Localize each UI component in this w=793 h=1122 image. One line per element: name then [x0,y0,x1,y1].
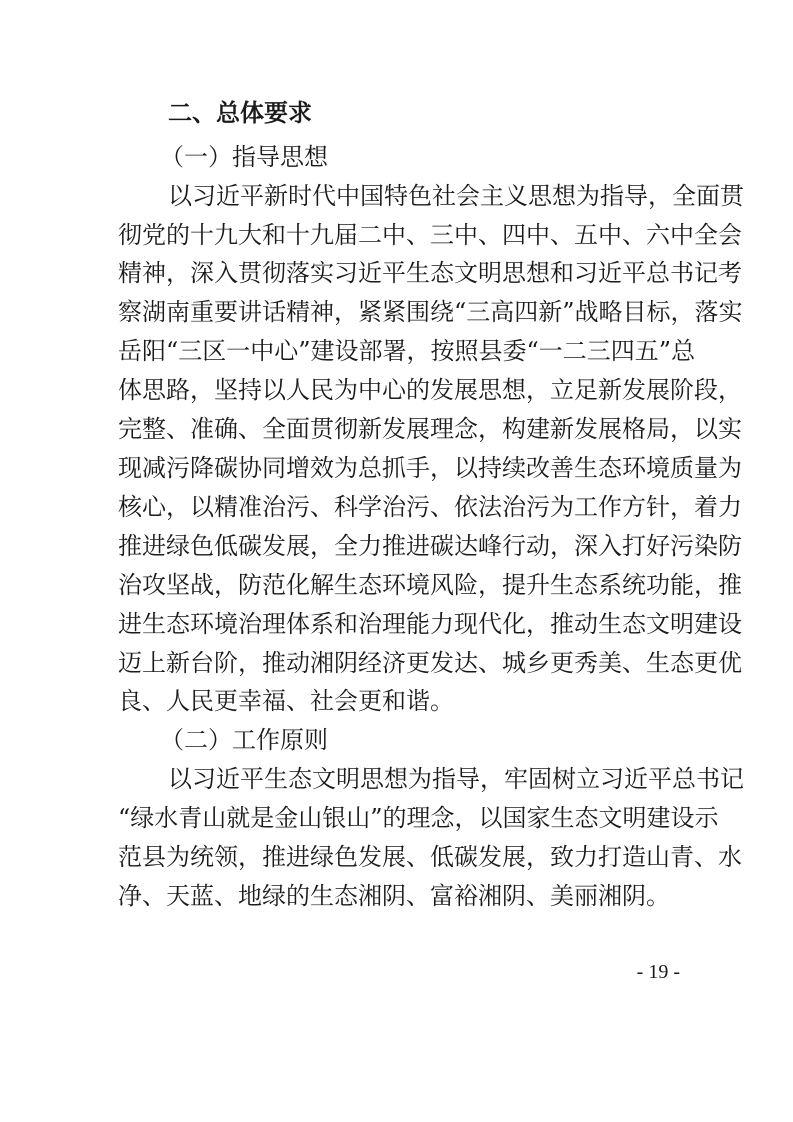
paragraph-1-line: 精神，深入贯彻落实习近平生态文明思想和习近平总书记考 [118,259,742,287]
paragraph-1-line: 以习近平新时代中国特色社会主义思想为指导，全面贯 [168,182,744,210]
page-number: - 19 - [636,961,680,983]
paragraph-1-line: 推进绿色低碳发展，全力推进碳达峰行动，深入打好污染防 [118,532,742,560]
paragraph-2-line: “绿水青山就是金山银山”的理念，以国家生态文明建设示 [118,804,719,832]
section-heading: 二、总体要求 [168,99,312,127]
paragraph-1-line: 核心，以精准治污、科学治污、依法治污为工作方针，着力 [118,493,742,521]
paragraph-2-line: 范县为统领，推进绿色发展、低碳发展，致力打造山青、水 [118,843,742,871]
paragraph-1-line: 体思路，坚持以人民为中心的发展思想，立足新发展阶段， [118,376,742,404]
paragraph-1-line: 迈上新台阶，推动湘阴经济更发达、城乡更秀美、生态更优 [118,649,742,677]
paragraph-1-line: 察湖南重要讲话精神，紧紧围绕“三高四新”战略目标，落实 [118,298,743,326]
paragraph-1-line: 良、人民更幸福、社会更和谐。 [118,687,454,715]
paragraph-1-line: 现减污降碳协同增效为总抓手，以持续改善生态环境质量为 [118,454,742,482]
paragraph-2-line: 以习近平生态文明思想为指导，牢固树立习近平总书记 [168,765,744,793]
paragraph-1-line: 完整、准确、全面贯彻新发展理念，构建新发展格局，以实 [118,415,742,443]
subheading-working-principles: （二）工作原则 [160,726,328,754]
paragraph-1-line: 岳阳“三区一中心”建设部署，按照县委“一二三四五”总 [118,337,696,365]
paragraph-1-line: 彻党的十九大和十九届二中、三中、四中、五中、六中全会 [118,221,742,249]
paragraph-2-line: 净、天蓝、地绿的生态湘阴、富裕湘阴、美丽湘阴。 [118,882,670,910]
paragraph-1-line: 治攻坚战，防范化解生态环境风险，提升生态系统功能，推 [118,571,742,599]
subheading-guiding-ideology: （一）指导思想 [160,143,328,171]
paragraph-1-line: 进生态环境治理体系和治理能力现代化，推动生态文明建设 [118,610,742,638]
